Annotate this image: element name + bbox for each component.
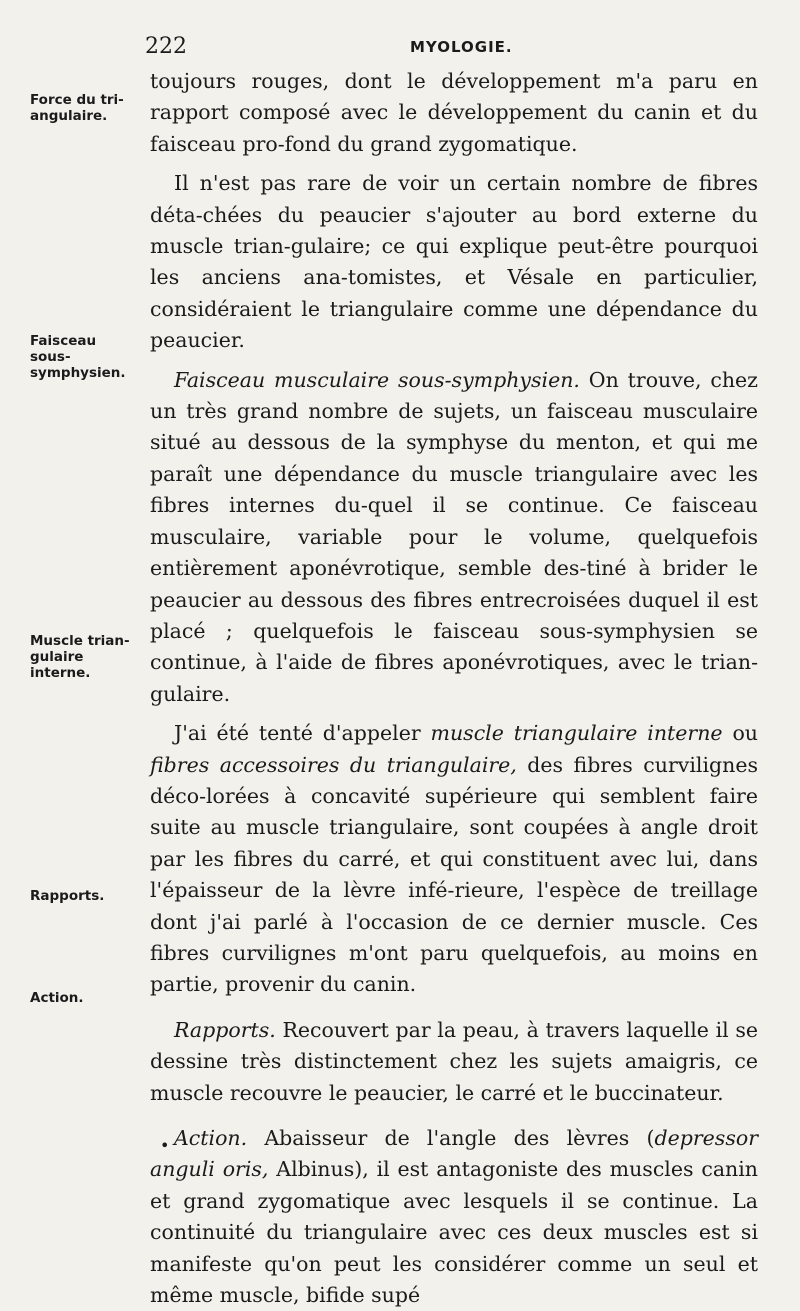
paragraph-3-text: On trouve, chez un très grand nombre de sujets, un faisceau musculaire situé au dessous de la symphyse du menton, et qui me paraît une dépendance du muscle triangulaire avec les fibres internes du-quel il se continue. Ce faisceau musculaire, variable pour le volume, quelquefois entièrement aponévrotique, semble des-tiné à brider le peaucier au dessous des fibres entrecroisées duquel il est placé ; quelquefois le faisceau sous-symphysien se continue, à l'aide de fibres aponévrotiques, avec le trian-gulaire. [150, 367, 758, 706]
paragraph-5-text: Recouvert par la peau, à travers laquelle il se dessine très distinctement chez les sujets amaigris, ce muscle recouvre le peaucier, le carré et le buccinateur. [150, 1017, 758, 1105]
paragraph-2: Il n'est pas rare de voir un certain nombre de fibres déta-chées du peaucier s'ajouter au bord externe du muscle trian-gulaire; ce qui explique peut-être pourquoi les anciens ana-tomistes, et Vésale en particulier, considéraient le triangulaire comme une dépendance du peaucier. [150, 171, 758, 353]
paragraph-4-c: des fibres curvilignes déco-lorées à concavité supérieure qui semblent faire suite au muscle triangulaire, sont coupées à angle droit par les fibres du carré, et qui constituent avec lui, dans l'épaisseur de la lèvre infé-rieure, l'espèce de treillage dont j'ai parlé à l'occasion de ce dernier muscle. Ces fibres curvilignes m'ont paru quelquefois, au moins en partie, provenir du canin. [150, 752, 758, 997]
paragraph-6 [150, 1123, 758, 1311]
margin-note-force: Force du tri-angulaire. [30, 92, 124, 124]
paragraph-4-b: ou [722, 721, 758, 746]
paragraph-6-b: Albinus), il est antagoniste des muscles canin et grand zygomatique avec lesquels il se continue. La continuité du triangulaire avec ces deux muscles est si manifeste qu'on peut les considérer comme un seul et même muscle, bifide supé [150, 1157, 758, 1308]
page-header [145, 34, 765, 64]
paragraph-4 [150, 718, 758, 1001]
paragraph-4-em1: muscle triangulaire interne [430, 721, 723, 746]
body-text [150, 66, 758, 1311]
paragraph-4-a: J'ai été tenté d'appeler [174, 721, 431, 746]
paragraph-6-em: depressor anguli oris, [150, 1126, 758, 1182]
margin-note-action: Action. [30, 990, 84, 1006]
paragraph-3-title: Faisceau musculaire sous-symphysien. [174, 367, 580, 392]
paragraph-6-a: Abaisseur de l'angle des lèvres ( [247, 1126, 655, 1150]
bottom-dot-mark: • [160, 1136, 170, 1155]
margin-note-rapports: Rapports. [30, 888, 105, 904]
margin-note-muscle: Muscle trian-gulaire interne. [30, 633, 130, 681]
paragraph-3 [150, 365, 758, 710]
paragraph-5-title: Rapports. [174, 1017, 276, 1042]
paragraph-6-title: Action. [174, 1126, 248, 1150]
running-title: MYOLOGIE. [410, 38, 513, 56]
paragraph-5 [150, 1015, 758, 1109]
page-number: 222 [145, 34, 187, 59]
paragraph-4-em2: fibres accessoires du triangulaire, [150, 752, 517, 777]
margin-note-faisceau: Faisceau sous-symphysien. [30, 333, 126, 381]
paragraph-1: toujours rouges, dont le développement m'a paru en rapport composé avec le développement du canin et du faisceau pro-fond du grand zygomatique. [150, 69, 758, 156]
